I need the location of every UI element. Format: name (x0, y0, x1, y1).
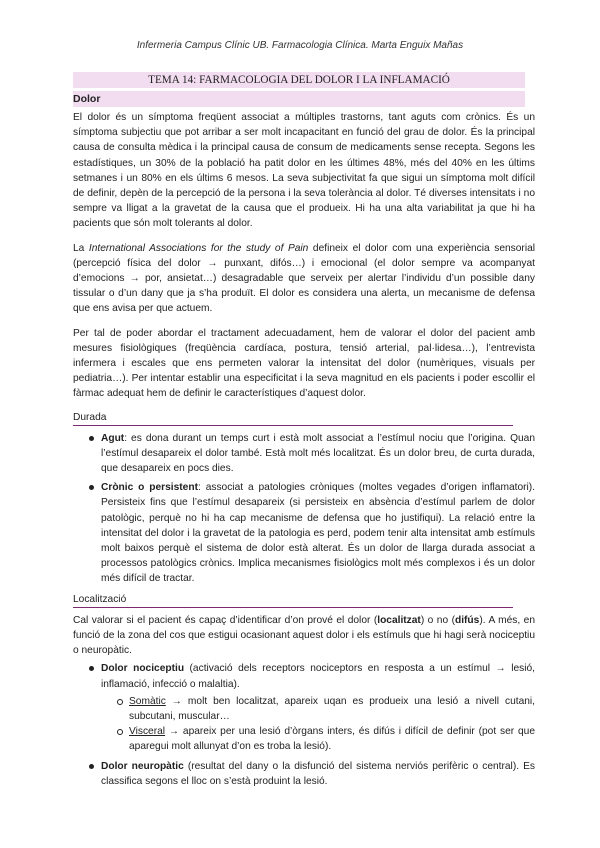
paragraph-iasp-definition: La International Associations for the study of Pain defineix el dolor com una experiència sensorial (percepció física del dolor → punxant, difós…) i emocional (el dolor sempre va acompanyat d’emocions → por, ansietat…) desagradable que serveix per alertar l’individu d’un possible dany tissular o d’un dany que ja s’ha produït. El dolor es considera una alerta, un mecanisme de defensa que ens avisa per que actuem. (73, 242, 536, 315)
page-title: TEMA 14: FARMACOLOGIA DEL DOLOR I LA INFLAMACIÓ (73, 72, 525, 88)
section-heading-dolor: Dolor (73, 91, 525, 107)
bullet-icon (89, 764, 94, 769)
section-heading-durada: Durada (73, 411, 513, 426)
paragraph-pain-assessment: Per tal de poder abordar el tractament adecuadament, hem de valorar el dolor del pacient amb mesures fisiològiques (freqüència cardíaca, postura, tensió arterial, pal·lidesa…), l’entrevista infermera i escales que ens permeten valorar la intensitat del dolor (numèriques, visuals per pediatria…). Per intentar establir una especificitat i la seva magnitud en els pacients i poder escollir el fàrmac adequat hem de definir le característiques d’aquest dolor. (73, 327, 535, 400)
list-item-cronic: Crònic o persistent: associat a patologies cròniques (moltes vegades d’origen inflamatori). Persisteix fins que l’estímul desapareix (si persisteix en absència d’estímul parlem de dolor patològic, perquè no hi ha cap mecanisme de defensa que ho justifiqui). La relació entre la intensitat del dolor i la gravetat de la patologia es perd, podem tenir alta intensitat amb estímuls molt baixos perquè el sistema de dolor està alterat. És un dolor de llarga durada associat a processos patològics crònics. Implica mecanismes fisiològics molt més complexos i és un dolor més difícil de tractar. (73, 480, 535, 586)
circle-bullet-icon (117, 699, 123, 705)
bullet-icon (89, 666, 94, 671)
list-item-nociceptiu: Dolor nociceptiu (activació dels receptors nociceptors en resposta a un estímul → lesió, inflamació, infecció o malaltia). Somàtic → molt ben localitzat, apareix uqan es produeix una lesió a nivell cutani, subcutani, muscular… Visceral → apareix per una lesió d’òrgans inters, és difús i difícil de definir (pot ser que aparegui molt allunyat d’on es troba la lesió). (73, 661, 535, 754)
sublist-item-somatic: Somàtic → molt ben localitzat, apareix uqan es produeix una lesió a nivell cutani, subcutani, muscular… (101, 694, 535, 724)
paragraph-localitzacio-intro: Cal valorar si el pacient és capaç d’identificar d’on prové el dolor (localitzat) o no (difús). A més, en funció de la zona del cos que estigui ocasionant aquest dolor i els estímuls que hi hagi serà nociceptiu o neuropàtic. (73, 614, 535, 657)
list-item-agut: Agut: es dona durant un temps curt i està molt associat a l’estímul nociu que l’origina. Quan l’estímul desapareix el dolor també. Està molt més localitzat. És un dolor breu, de curta durada, que desapareix en pocs dies. (73, 431, 535, 477)
sublist-item-visceral: Visceral → apareix per una lesió d’òrgans inters, és difús i difícil de definir (pot ser que aparegui molt allunyat d’on es troba la lesió). (101, 724, 535, 754)
bullet-icon (89, 436, 94, 441)
section-heading-localitzacio: Localització (73, 593, 513, 608)
circle-bullet-icon (117, 729, 123, 735)
bullet-icon (89, 485, 94, 490)
document-body (73, 91, 535, 793)
iasp-name: International Associations for the study of Pain (88, 242, 309, 254)
durada-list (73, 431, 535, 587)
paragraph-dolor-intro: El dolor és un símptoma freqüent associat a múltiples trastorns, tant aguts com crònics. És un símptoma subjectiu que pot arribar a ser molt incapacitant en funció del grau de dolor. És la principal causa de consulta mèdica i la principal causa de consum de medicaments sense recepta. Segons les estadístiques, un 30% de la població ha patit dolor en les últimes 48%, més del 40% en les últims setmanes i un 80% en els últims 6 mesos. La seva subjectivitat fa que sigui un símptoma molt difícil de definir, depèn de la percepció de la persona i la seva tolerància al dolor. Té diverses intensitats i no sempre va lligat a la gravetat de la causa que el produeix. Hi ha una alta variabilitat ja que hi ha pacients que són molt tolerants al dolor. (73, 112, 535, 230)
list-item-neuropatic: Dolor neuropàtic (resultat del dany o la disfunció del sistema nerviós perifèric o central). Es classifica segons el lloc on s’està produint la lesió. (73, 759, 535, 789)
localitzacio-list (73, 661, 535, 789)
nociceptiu-sublist (101, 694, 535, 755)
page-header: Infermeria Campus Clínic UB. Farmacologia Clínica. Marta Enguix Mañas (136, 40, 464, 51)
